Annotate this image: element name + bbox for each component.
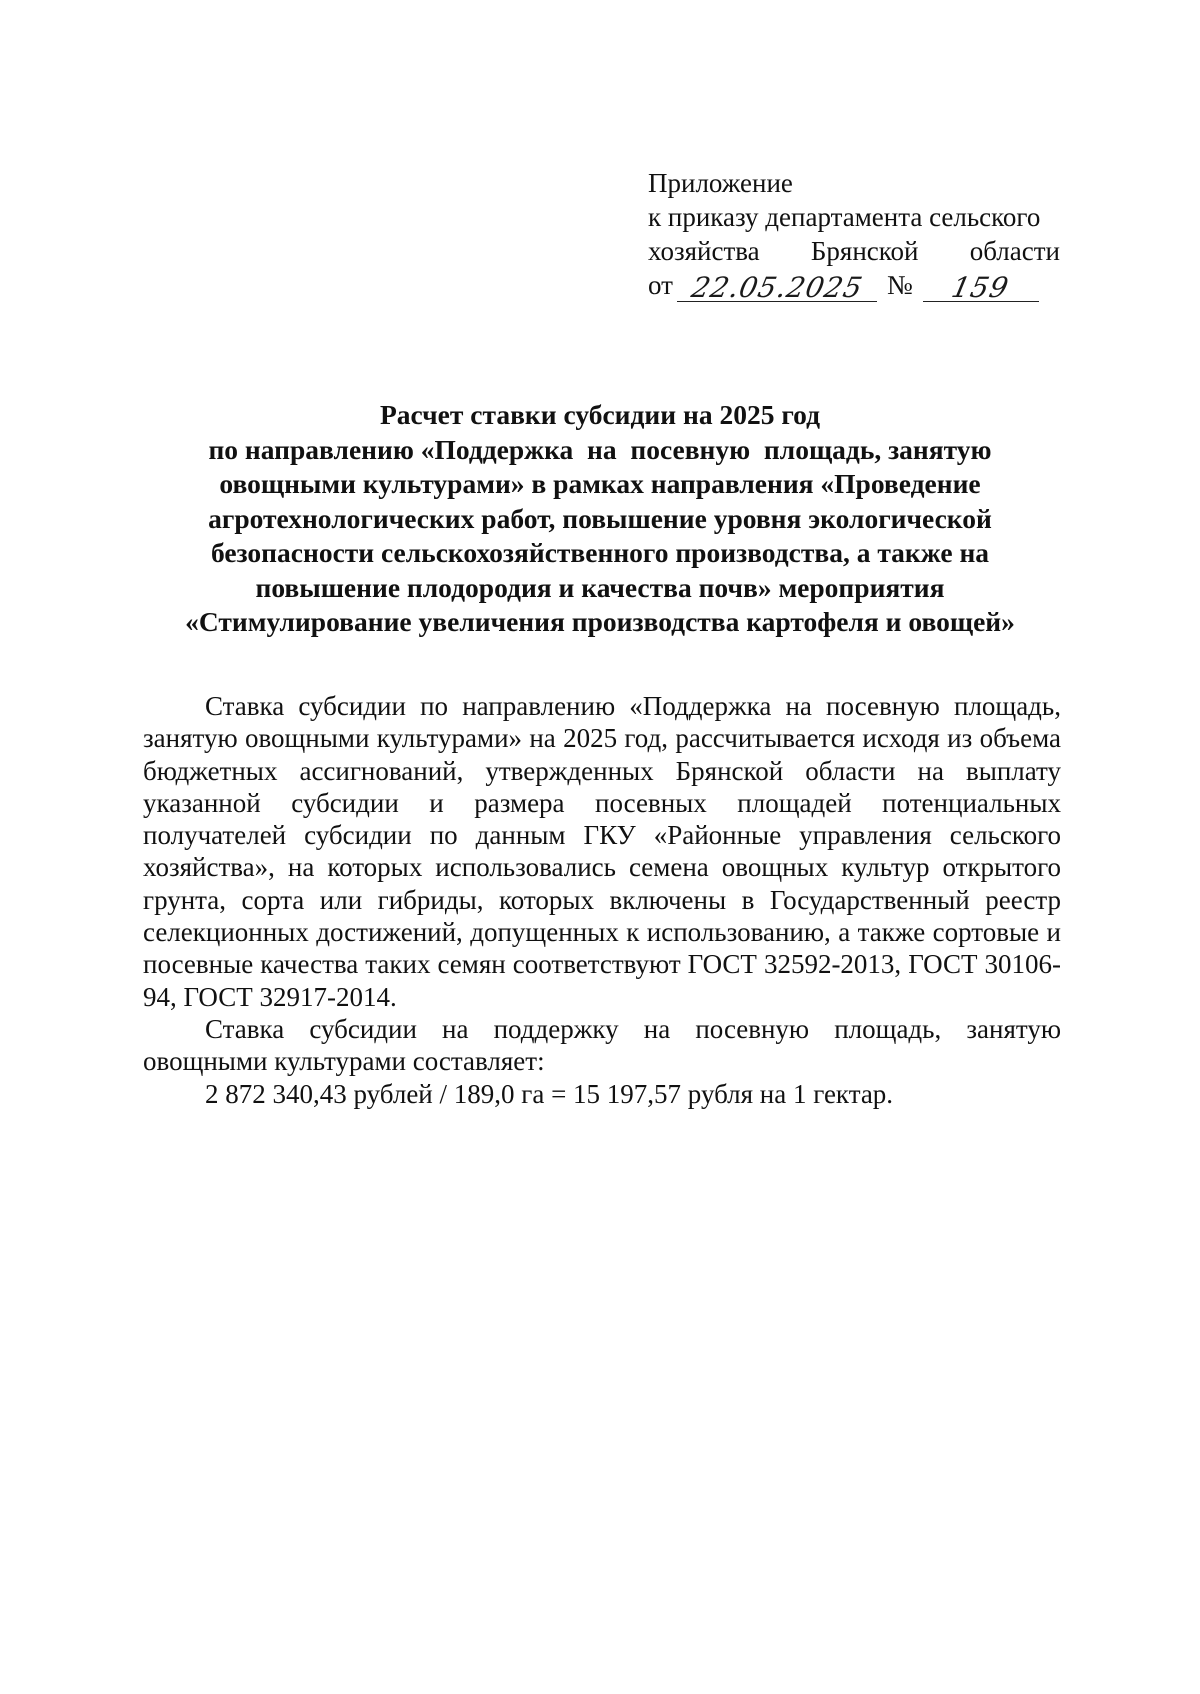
title-line: «Стимулирование увеличения производства картофеля и овощей» — [185, 606, 1015, 637]
number-field — [923, 271, 1039, 302]
annex-word-2: Брянской — [810, 236, 919, 266]
document-title — [130, 398, 1070, 640]
body-paragraph-2: Ставка субсидии на поддержку на посевную площадь, занятую овощными культурами составляет: — [143, 1013, 1061, 1077]
title-line: повышение плодородия и качества почв» мероприятия — [255, 571, 945, 603]
annex-order-reference: к приказу департамента сельского — [648, 202, 1041, 232]
annex-department-line — [648, 234, 1060, 268]
title-line: агротехнологических работ, повышение уровня экологической — [208, 502, 992, 534]
annex-word-3: области — [969, 236, 1060, 266]
number-sign: № — [886, 270, 913, 300]
date-field — [677, 271, 877, 302]
title-line: Расчет ставки субсидии на 2025 год — [379, 399, 821, 430]
handwritten-date: 22.05.2025 — [688, 271, 866, 304]
title-line: овощными культурами» в рамках направления «Проведение — [219, 468, 981, 499]
date-prefix: от — [648, 270, 673, 300]
annex-block — [648, 166, 1060, 302]
title-line: безопасности сельскохозяйственного производства, а также на — [210, 537, 990, 568]
title-line: по направлению «Поддержка на посевную площадь, занятую — [208, 433, 992, 465]
document-body — [143, 690, 1061, 1110]
annex-title: Приложение — [648, 168, 793, 198]
body-paragraph-1: Ставка субсидии по направлению «Поддержка на посевную площадь, занятую овощными культурами» на 2025 год, рассчитывается исходя из объема бюджетных ассигнований, утвержденных Брянской области на выплату указанной субсидии и размера посевных площадей потенциальных получателей субсидии по данным ГКУ «Районные управления сельского хозяйства», на которых использовались семена овощных культур открытого грунта, сорта или гибриды, которых включены в Государственный реестр селекционных достижений, допущенных к использованию, а также сортовые и посевные качества таких семян соответствуют ГОСТ 32592-2013, ГОСТ 30106-94, ГОСТ 32917-2014. — [143, 691, 1061, 1012]
annex-word-1: хозяйства — [648, 236, 760, 266]
annex-date-number-row — [648, 268, 1060, 302]
handwritten-number: 159 — [949, 271, 1013, 304]
rate-formula: 2 872 340,43 рублей / 189,0 га = 15 197,57 рубля на 1 гектар. — [205, 1078, 894, 1109]
